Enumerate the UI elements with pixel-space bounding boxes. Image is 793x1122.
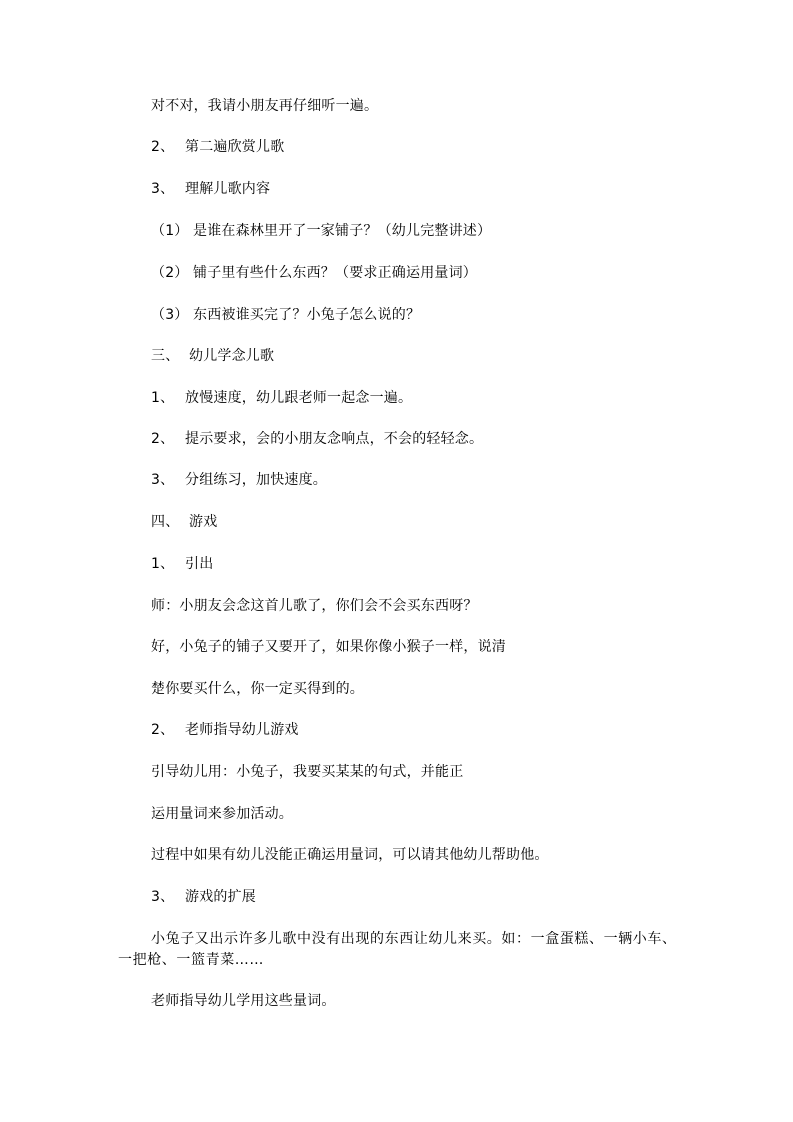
section-title: 幼儿学念儿歌	[189, 348, 275, 364]
text-line	[151, 804, 293, 824]
list-item	[151, 887, 256, 907]
item-text: 是谁在森林里开了一家铺子？（幼儿完整讲述）	[193, 223, 492, 239]
line-text: 过程中如果有幼儿没能正确运用量词，可以请其他幼儿帮助他。	[151, 847, 549, 863]
list-item	[151, 221, 491, 241]
section-heading	[151, 346, 274, 366]
list-item	[151, 179, 270, 199]
line-text: 好，小兔子的铺子又要开了，如果你像小猴子一样，说清	[151, 639, 506, 655]
section-number: 四、	[151, 514, 180, 530]
line-text: 运用量词来参加活动。	[151, 806, 293, 822]
item-text: 铺子里有些什么东西？（要求正确运用量词）	[193, 265, 477, 281]
item-number: （1）	[151, 223, 189, 239]
section-title: 游戏	[189, 514, 218, 530]
item-number: 3、	[151, 181, 175, 197]
list-item	[151, 470, 327, 490]
text-line	[151, 596, 478, 616]
item-text: 引出	[185, 556, 214, 572]
item-text: 第二遍欣赏儿歌	[185, 139, 285, 155]
item-text: 分组练习，加快速度。	[185, 472, 327, 488]
text-line	[151, 637, 506, 657]
section-heading	[151, 512, 217, 532]
list-item	[151, 429, 483, 449]
item-number: （3）	[151, 307, 189, 323]
item-text: 东西被谁买完了？小兔子怎么说的？	[193, 307, 421, 323]
item-text: 游戏的扩展	[185, 889, 256, 905]
text-line	[151, 991, 336, 1011]
text-line	[151, 762, 463, 782]
item-number: 3、	[151, 889, 175, 905]
item-number: 2、	[151, 722, 175, 738]
item-text: 放慢速度，幼儿跟老师一起念一遍。	[185, 390, 413, 406]
item-text: 老师指导幼儿游戏	[185, 722, 299, 738]
text-line	[151, 96, 378, 116]
line-text: 对不对，我请小朋友再仔细听一遍。	[151, 98, 379, 114]
list-item	[151, 137, 284, 157]
list-item	[151, 720, 299, 740]
section-number: 三、	[151, 348, 180, 364]
line-text: 楚你要买什么，你一定买得到的。	[151, 681, 364, 697]
list-item	[151, 388, 412, 408]
list-item	[151, 554, 213, 574]
list-item	[151, 263, 477, 283]
item-number: （2）	[151, 265, 189, 281]
list-item	[151, 305, 420, 325]
line-text: 老师指导幼儿学用这些量词。	[151, 993, 336, 1009]
text-line	[151, 845, 549, 865]
item-text: 理解儿歌内容	[185, 181, 271, 197]
line-text: 师：小朋友会念这首儿歌了，你们会不会买东西呀？	[151, 598, 478, 614]
text-line	[151, 679, 364, 699]
item-number: 1、	[151, 390, 175, 406]
item-number: 2、	[151, 431, 175, 447]
item-text: 提示要求，会的小朋友念响点，不会的轻轻念。	[185, 431, 484, 447]
line-text: 引导幼儿用：小兔子，我要买某某的句式，并能正	[151, 764, 464, 780]
paragraph: 小兔子又出示许多儿歌中没有出现的东西让幼儿来买。如：一盒蛋糕、一辆小车、一把枪、一篮青菜……	[118, 931, 677, 968]
item-number: 3、	[151, 472, 175, 488]
item-number: 1、	[151, 556, 175, 572]
item-number: 2、	[151, 139, 175, 155]
